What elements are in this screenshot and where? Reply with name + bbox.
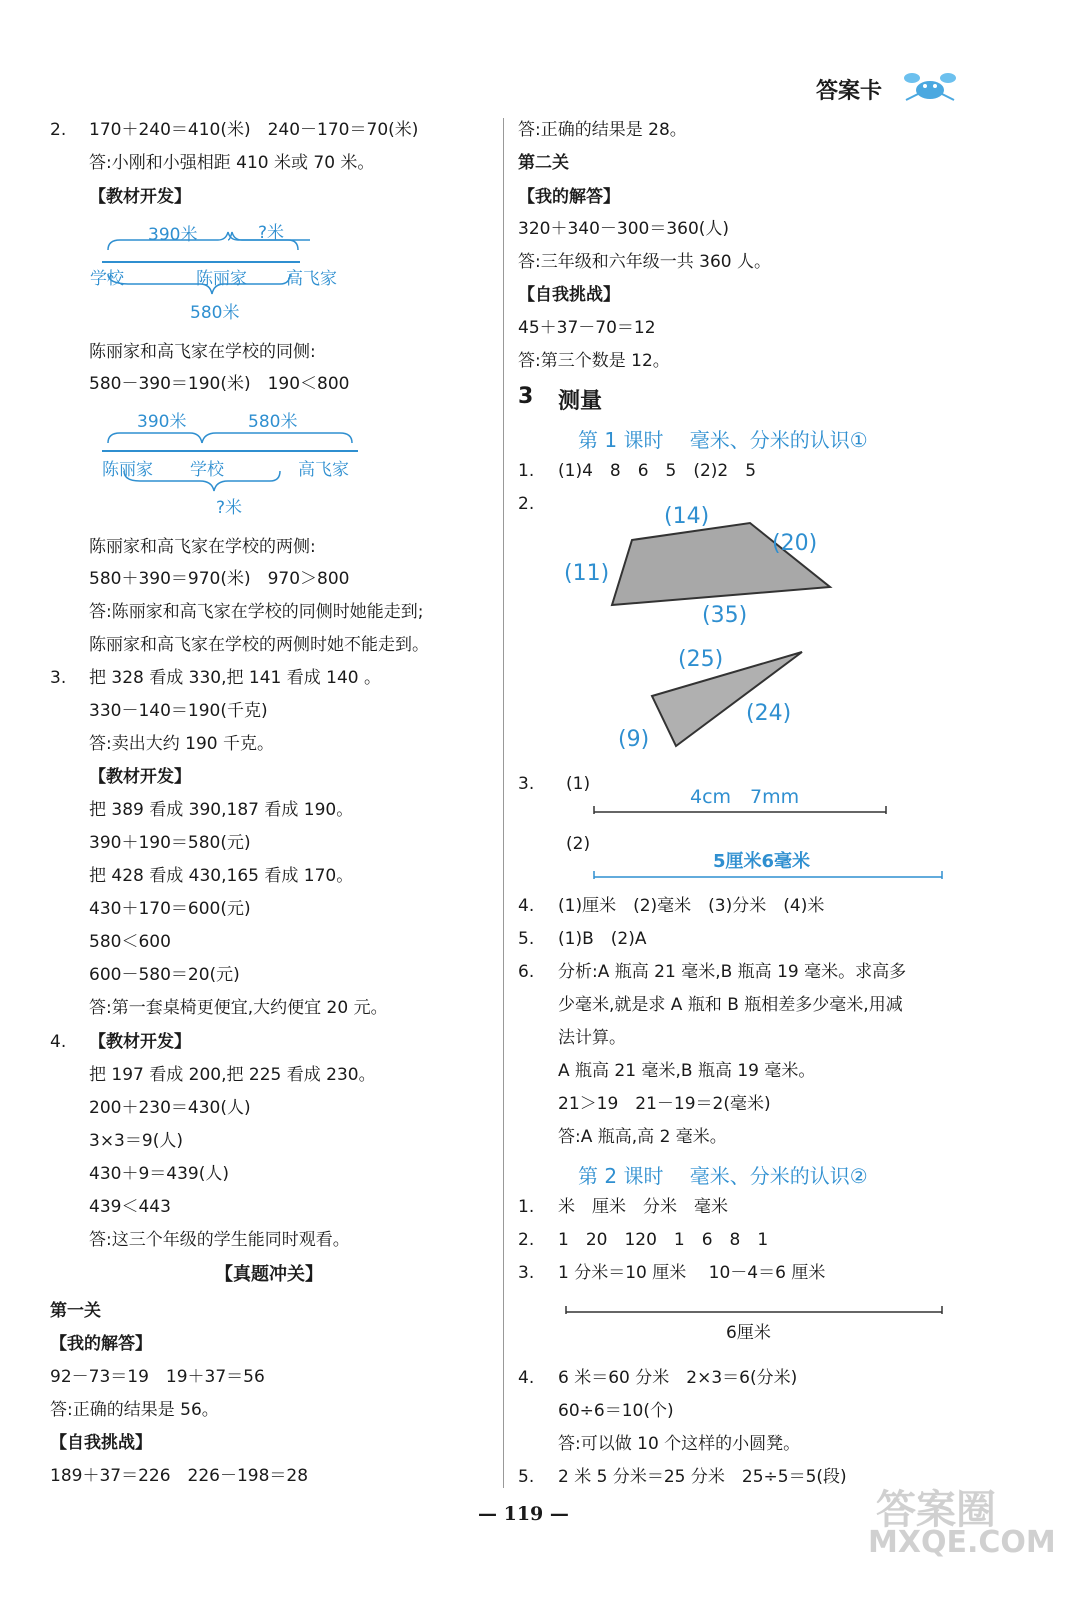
q4-line2: 200＋230＝430(人) [89, 1098, 251, 1118]
l1q5-text: (1)B (2)A [558, 929, 647, 949]
page-number: — 119 — [478, 1503, 569, 1525]
l2q2-text: 1 20 120 1 6 8 1 [558, 1230, 769, 1250]
l1q1-number: 1. [518, 461, 535, 481]
level1-myans-heading: 【我的解答】 [50, 1334, 152, 1354]
d2-gaofei-home: 高飞家 [298, 460, 349, 480]
d2-school: 学校 [190, 460, 224, 480]
section-number: 3 [518, 384, 534, 409]
l1q5-number: 5. [518, 929, 535, 949]
l1q6-line3: 法计算。 [558, 1028, 626, 1048]
l1q3-segment1 [592, 804, 892, 818]
q2-dev-heading: 【教材开发】 [89, 187, 191, 207]
l1q6-line6: 答:A 瓶高,高 2 毫米。 [558, 1127, 727, 1147]
level2-challenge-heading: 【自我挑战】 [518, 285, 620, 305]
q4-line3: 3×3＝9(人) [89, 1131, 183, 1151]
l2q1-number: 1. [518, 1197, 535, 1217]
l1q3-number: 3. [518, 774, 535, 794]
triangle-figure [600, 640, 830, 760]
calc-same-side: 580－390＝190(米) 190＜800 [89, 374, 350, 394]
l2q3-segment [564, 1304, 948, 1318]
d1-chenli-home: 陈丽家 [196, 269, 247, 289]
l1q6-line2: 少毫米,就是求 A 瓶和 B 瓶相差多少毫米,用减 [558, 995, 903, 1015]
d1-bottom-label: 580米 [190, 303, 240, 323]
header-title: 答案卡 [816, 79, 883, 104]
d1-unknown-label: ?米 [258, 223, 285, 243]
q2-answer2-a: 答:陈丽家和高飞家在学校的同侧时她能走到; [89, 602, 424, 622]
q2-line1: 170＋240＝410(米) 240－170＝70(米) [89, 120, 419, 140]
watermark-url: MXQE.COM [868, 1525, 1056, 1560]
l2q3-number: 3. [518, 1263, 535, 1283]
level2-heading: 第二关 [518, 153, 569, 173]
quad-label-bottom: (35) [702, 603, 748, 628]
l1q3-length2: 5厘米6毫米 [713, 851, 811, 872]
l2q5-number: 5. [518, 1467, 535, 1487]
opposite-side-text: 陈丽家和高飞家在学校的两侧: [89, 537, 316, 557]
level1-challenge-calc: 189＋37＝226 226－198＝28 [50, 1466, 309, 1486]
q3-line5: 390＋190＝580(元) [89, 833, 251, 853]
level2-answer: 答:三年级和六年级一共 360 人。 [518, 252, 771, 272]
level2-calc: 320＋340－300＝360(人) [518, 219, 730, 239]
l1q4-text: (1)厘米 (2)毫米 (3)分米 (4)米 [558, 896, 825, 916]
d2-chenli-home: 陈丽家 [102, 460, 153, 480]
l1q1-text: (1)4 8 6 5 (2)2 5 [558, 461, 757, 481]
l1q3-part1: (1) [566, 774, 591, 794]
q4-line4: 430＋9＝439(人) [89, 1164, 229, 1184]
q3-line10: 答:第一套桌椅更便宜,大约便宜 20 元。 [89, 998, 388, 1018]
l2q3-length: 6厘米 [726, 1323, 771, 1343]
l2q4-line2: 60÷6＝10(个) [558, 1401, 674, 1421]
distance-diagram-2 [100, 405, 380, 520]
l2q4-number: 4. [518, 1368, 535, 1388]
l2q1-text: 米 厘米 分米 毫米 [558, 1197, 728, 1217]
l1q3-part2: (2) [566, 834, 591, 854]
l1q6-line1: 分析:A 瓶高 21 毫米,B 瓶高 19 毫米。求高多 [558, 962, 907, 982]
q2-answer2-b: 陈丽家和高飞家在学校的两侧时她不能走到。 [89, 635, 429, 655]
q3-line1: 把 328 看成 330,把 141 看成 140 。 [89, 668, 382, 688]
level2-challenge-answer: 答:第三个数是 12。 [518, 351, 670, 371]
q2-number: 2. [50, 120, 67, 140]
q4-dev-heading: 【教材开发】 [89, 1032, 191, 1052]
l2q4-line3: 答:可以做 10 个这样的小圆凳。 [558, 1434, 801, 1454]
l2q4-line1: 6 米＝60 分米 2×3＝6(分米) [558, 1368, 798, 1388]
d2-unknown-label: ?米 [216, 498, 243, 518]
crab-icon [898, 68, 962, 104]
quad-label-left: (11) [564, 561, 610, 586]
column-divider [503, 118, 504, 1488]
d2-label-580: 580米 [248, 412, 298, 432]
level1-challenge-heading: 【自我挑战】 [50, 1433, 152, 1453]
lesson1-title: 第 1 课时 毫米、分米的认识① [578, 428, 868, 452]
q3-line6: 把 428 看成 430,165 看成 170。 [89, 866, 354, 886]
q3-line2: 330－140＝190(千克) [89, 701, 268, 721]
same-side-text: 陈丽家和高飞家在学校的同侧: [89, 342, 316, 362]
q3-line3: 答:卖出大约 190 千克。 [89, 734, 274, 754]
level1-heading: 第一关 [50, 1301, 101, 1321]
q3-number: 3. [50, 668, 67, 688]
l1q3-segment2 [592, 869, 948, 883]
q4-line1: 把 197 看成 200,把 225 看成 230。 [89, 1065, 376, 1085]
section-title: 测量 [558, 389, 603, 414]
l1q6-number: 6. [518, 962, 535, 982]
l2q2-number: 2. [518, 1230, 535, 1250]
q3-dev-heading: 【教材开发】 [89, 767, 191, 787]
distance-diagram-1 [90, 220, 370, 330]
l2q5-text: 2 米 5 分米＝25 分米 25÷5＝5(段) [558, 1467, 847, 1487]
l1q2-number: 2. [518, 494, 535, 514]
q4-line5: 439＜443 [89, 1197, 171, 1217]
lesson2-title: 第 2 课时 毫米、分米的认识② [578, 1164, 868, 1188]
level1-answer: 答:正确的结果是 56。 [50, 1400, 219, 1420]
q3-line7: 430＋170＝600(元) [89, 899, 251, 919]
q4-line6: 答:这三个年级的学生能同时观看。 [89, 1230, 350, 1250]
q3-line4: 把 389 看成 390,187 看成 190。 [89, 800, 354, 820]
level2-challenge-calc: 45＋37－70＝12 [518, 318, 656, 338]
q4-number: 4. [50, 1032, 67, 1052]
tri-label-left: (9) [618, 727, 650, 752]
d1-gaofei-home: 高飞家 [286, 269, 337, 289]
l1q3-length1: 4cm 7mm [690, 786, 800, 808]
tri-label-right: (24) [746, 701, 792, 726]
tri-label-top: (25) [678, 647, 724, 672]
calc-opposite-side: 580＋390＝970(米) 970＞800 [89, 569, 350, 589]
q3-line9: 600－580＝20(元) [89, 965, 240, 985]
l1q6-line5: 21＞19 21－19＝2(毫米) [558, 1094, 771, 1114]
quad-label-right: (20) [772, 531, 818, 556]
zhenti-heading: 【真题冲关】 [215, 1264, 323, 1285]
quadrilateral-figure [540, 495, 860, 640]
watermark-logo: 答案圈 [876, 1487, 996, 1533]
l1q6-line4: A 瓶高 21 毫米,B 瓶高 19 毫米。 [558, 1061, 816, 1081]
l2q3-text: 1 分米＝10 厘米 10－4＝6 厘米 [558, 1263, 826, 1283]
level2-myans-heading: 【我的解答】 [518, 187, 620, 207]
r-answer0: 答:正确的结果是 28。 [518, 120, 687, 140]
d1-top-label: 390米 [148, 225, 198, 245]
q3-line8: 580＜600 [89, 932, 171, 952]
l1q4-number: 4. [518, 896, 535, 916]
d2-label-390: 390米 [137, 412, 187, 432]
d1-school: 学校 [90, 269, 124, 289]
level1-calc: 92－73＝19 19＋37＝56 [50, 1367, 265, 1387]
quad-label-top: (14) [664, 504, 710, 529]
q2-answer: 答:小刚和小强相距 410 米或 70 米。 [89, 153, 375, 173]
